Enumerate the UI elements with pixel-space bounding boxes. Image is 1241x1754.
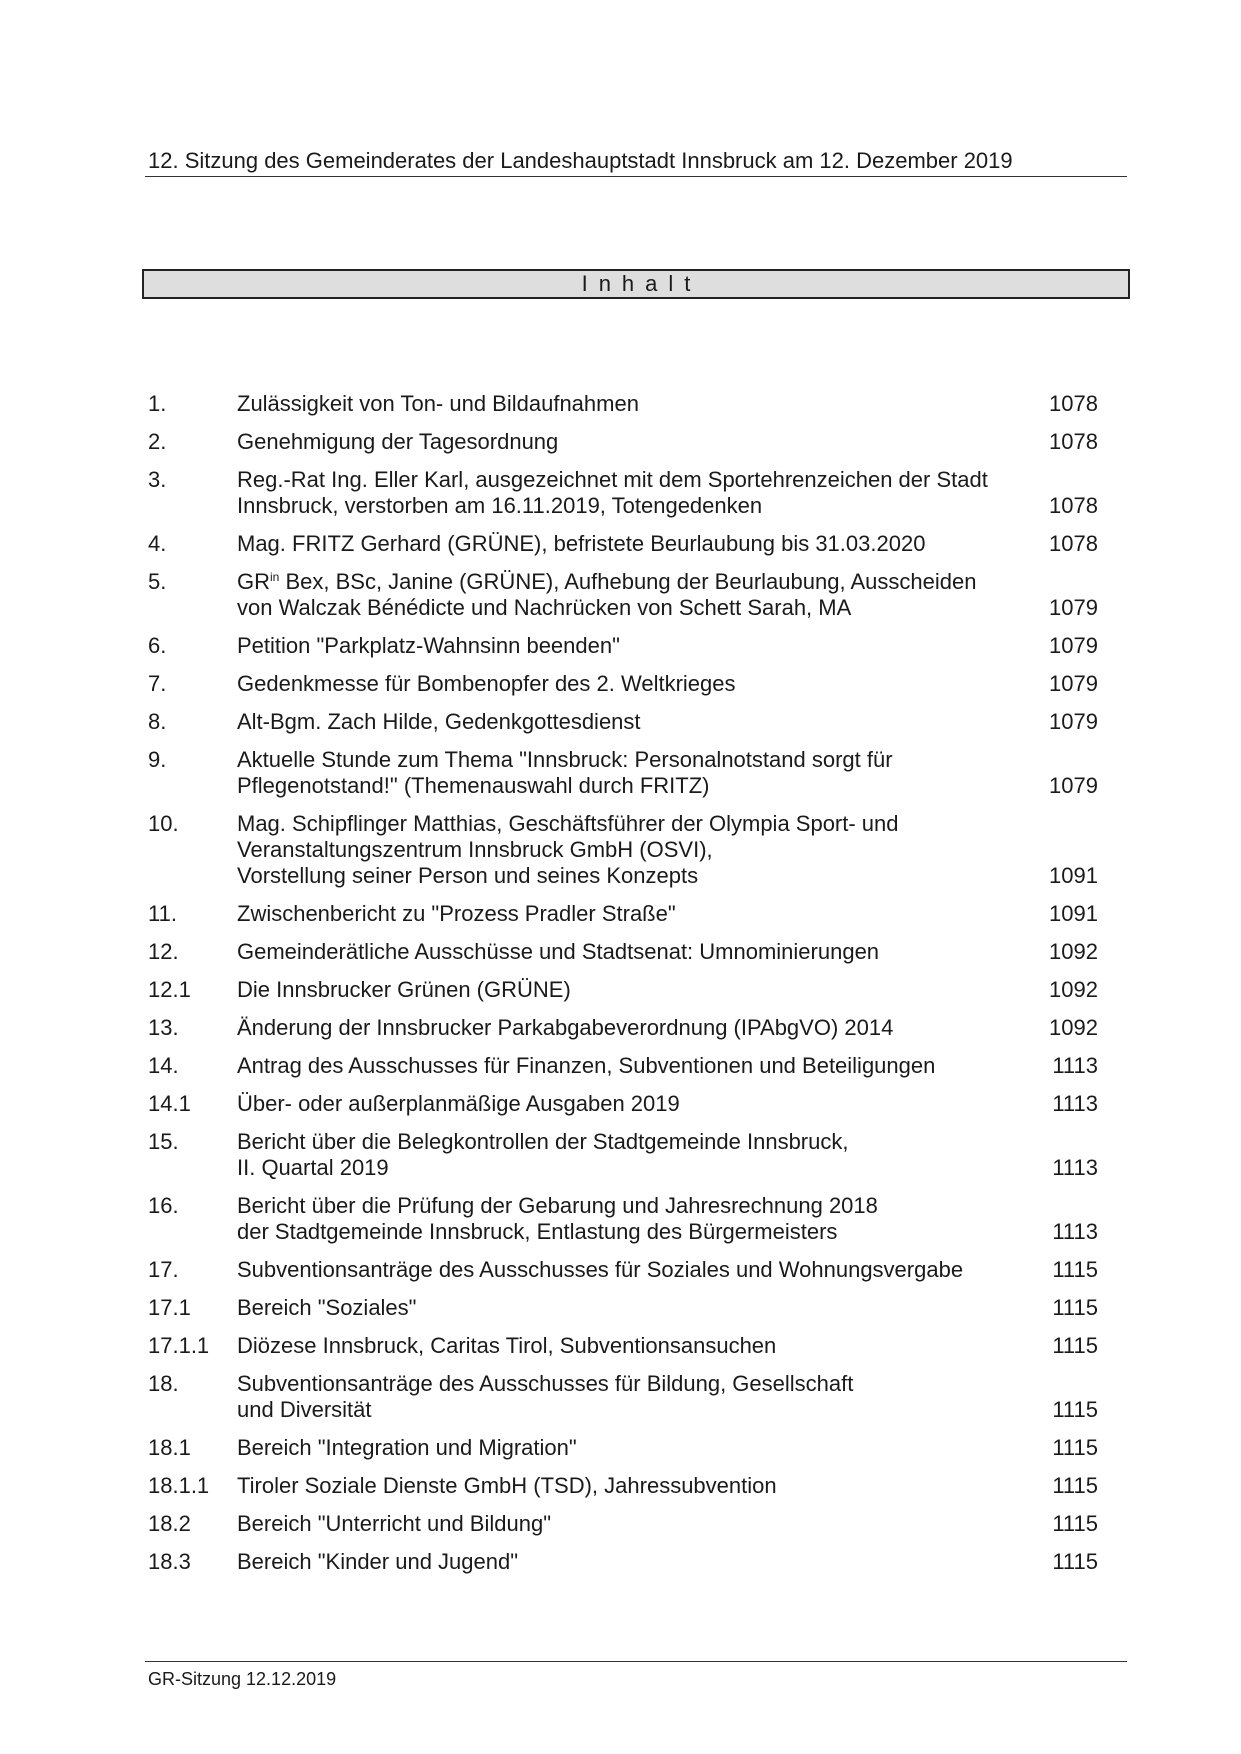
toc-entry	[148, 1549, 1098, 1575]
toc-entry	[148, 901, 1098, 927]
toc-entry-title	[237, 1333, 1029, 1359]
toc-entry-title-line: Pflegenotstand!" (Themenauswahl durch FRITZ)	[237, 773, 710, 798]
toc-entry	[148, 569, 1098, 621]
toc-entry-number: 10.	[148, 811, 179, 836]
toc-entry-number: 11.	[148, 901, 177, 926]
toc-entry-number: 5.	[148, 569, 167, 594]
toc-entry	[148, 939, 1098, 965]
toc-entry-title	[237, 901, 1029, 927]
toc-entry-title	[237, 671, 1029, 697]
toc-entry-title	[237, 811, 1029, 889]
toc-entry-page: 1078	[1049, 531, 1098, 556]
toc-entry-number: 6.	[148, 633, 167, 658]
toc-entry-title	[237, 1091, 1029, 1117]
toc-entry-page: 1115	[1052, 1435, 1098, 1460]
toc-entry-title	[237, 569, 1029, 621]
toc-entry-number: 4.	[148, 531, 167, 556]
section-title-box	[142, 269, 1130, 299]
toc-entry-page: 1113	[1052, 1155, 1098, 1180]
toc-entry	[148, 429, 1098, 455]
toc-entry-number: 13.	[148, 1015, 179, 1040]
toc-entry-title-line: Bereich "Soziales"	[237, 1295, 417, 1320]
toc-entry-title	[237, 391, 1029, 417]
toc-entry-number: 8.	[148, 709, 167, 734]
toc-entry	[148, 1257, 1098, 1283]
toc-entry-page: 1113	[1052, 1053, 1098, 1078]
toc-entry-number: 17.1.1	[148, 1333, 210, 1358]
section-title: Inhalt	[581, 271, 702, 296]
toc-entry-title	[237, 1257, 1029, 1283]
toc-entry-page: 1115	[1052, 1333, 1098, 1358]
toc-entry-title-line: der Stadtgemeinde Innsbruck, Entlastung des Bürgermeisters	[237, 1219, 838, 1244]
toc-entry-title	[237, 1371, 1029, 1423]
toc-entry-title-line: und Diversität	[237, 1397, 372, 1422]
toc-entry-title-line: Zulässigkeit von Ton- und Bildaufnahmen	[237, 391, 639, 416]
toc-entry-title-line: Antrag des Ausschusses für Finanzen, Subventionen und Beteiligungen	[237, 1053, 936, 1078]
toc-entry-title	[237, 531, 1029, 557]
toc-entry-number: 17.1	[148, 1295, 191, 1320]
toc-entry-title	[237, 977, 1029, 1003]
toc-entry-page: 1115	[1052, 1473, 1098, 1498]
toc-entry-page: 1092	[1049, 977, 1098, 1002]
toc-entry-page: 1079	[1049, 595, 1098, 620]
toc-entry-title-line: Bereich "Kinder und Jugend"	[237, 1549, 519, 1574]
toc-entry-title-line: Reg.-Rat Ing. Eller Karl, ausgezeichnet mit dem Sportehrenzeichen der Stadt	[237, 467, 988, 492]
page-header	[145, 148, 1127, 177]
toc-entry-title-line	[237, 569, 1029, 595]
toc-entry-title-prefix: GR	[237, 569, 270, 594]
toc-entry-number: 1.	[148, 391, 167, 416]
toc-entry-title-line: Diözese Innsbruck, Caritas Tirol, Subventionsansuchen	[237, 1333, 777, 1358]
toc-entry-title-line: Tiroler Soziale Dienste GmbH (TSD), Jahressubvention	[237, 1473, 777, 1498]
toc-entry	[148, 1129, 1098, 1181]
toc-entry-title-line: Mag. FRITZ Gerhard (GRÜNE), befristete Beurlaubung bis 31.03.2020	[237, 531, 926, 556]
toc-entry-number: 12.1	[148, 977, 191, 1002]
toc-entry-title-line: Gemeinderätliche Ausschüsse und Stadtsenat: Umnominierungen	[237, 939, 880, 964]
header-title: 12. Sitzung des Gemeinderates der Landeshauptstadt Innsbruck am 12. Dezember 2019	[148, 148, 1013, 173]
toc-entry	[148, 747, 1098, 799]
toc-entry-title-line: Veranstaltungszentrum Innsbruck GmbH (OSVI),	[237, 837, 713, 862]
toc-entry-page: 1078	[1049, 493, 1098, 518]
toc-entry-title	[237, 1435, 1029, 1461]
toc-entry-number: 16.	[148, 1193, 179, 1218]
toc-entry-title-line: Aktuelle Stunde zum Thema "Innsbruck: Personalnotstand sorgt für	[237, 747, 893, 772]
toc-entry	[148, 1193, 1098, 1245]
toc-entry-page: 1115	[1052, 1295, 1098, 1320]
toc-entry-number: 9.	[148, 747, 167, 772]
toc-entry-page: 1113	[1052, 1091, 1098, 1116]
toc-entry-number: 14.	[148, 1053, 179, 1078]
toc-entry-title-line: von Walczak Bénédicte und Nachrücken von Schett Sarah, MA	[237, 595, 852, 620]
toc-entry-page: 1115	[1052, 1549, 1098, 1574]
table-of-contents	[148, 391, 1098, 1587]
toc-entry	[148, 1295, 1098, 1321]
toc-entry-title	[237, 747, 1029, 799]
toc-entry-page: 1078	[1049, 391, 1098, 416]
toc-entry	[148, 467, 1098, 519]
toc-entry	[148, 1053, 1098, 1079]
toc-entry-title-line: Bereich "Integration und Migration"	[237, 1435, 577, 1460]
toc-entry-number: 18.2	[148, 1511, 191, 1536]
toc-entry-title-line: Änderung der Innsbrucker Parkabgabeverordnung (IPAbgVO) 2014	[237, 1015, 894, 1040]
toc-entry-page: 1113	[1052, 1219, 1098, 1244]
toc-entry-title-line: Genehmigung der Tagesordnung	[237, 429, 559, 454]
toc-entry-title-line: Petition "Parkplatz-Wahnsinn beenden"	[237, 633, 620, 658]
toc-entry-title	[237, 1129, 1029, 1181]
toc-entry-title-line: II. Quartal 2019	[237, 1155, 389, 1180]
toc-entry-page: 1079	[1049, 709, 1098, 734]
toc-entry-title	[237, 467, 1029, 519]
toc-entry-number: 7.	[148, 671, 167, 696]
toc-entry-title-line: Über- oder außerplanmäßige Ausgaben 2019	[237, 1091, 680, 1116]
toc-entry-number: 18.1.1	[148, 1473, 210, 1498]
toc-entry-page: 1079	[1049, 671, 1098, 696]
toc-entry-title-text: Bex, BSc, Janine (GRÜNE), Aufhebung der Beurlaubung, Ausscheiden	[279, 569, 977, 594]
toc-entry-title-line: Subventionsanträge des Ausschusses für Bildung, Gesellschaft	[237, 1371, 854, 1396]
toc-entry-title	[237, 1511, 1029, 1537]
toc-entry-page: 1091	[1049, 863, 1098, 888]
toc-entry	[148, 709, 1098, 735]
toc-entry-title-line: Vorstellung seiner Person und seines Konzepts	[237, 863, 699, 888]
page-footer	[145, 1661, 1127, 1689]
toc-entry-number: 18.	[148, 1371, 179, 1396]
toc-entry-title-line: Gedenkmesse für Bombenopfer des 2. Weltkrieges	[237, 671, 736, 696]
toc-entry-page: 1092	[1049, 1015, 1098, 1040]
toc-entry-title	[237, 429, 1029, 455]
toc-entry-title-line: Bereich "Unterricht und Bildung"	[237, 1511, 552, 1536]
toc-entry-number: 18.3	[148, 1549, 191, 1574]
footer-text: GR-Sitzung 12.12.2019	[148, 1669, 337, 1689]
toc-entry-title-superscript: in	[270, 570, 280, 584]
toc-entry-page: 1079	[1049, 633, 1098, 658]
toc-entry-title	[237, 633, 1029, 659]
toc-entry	[148, 811, 1098, 889]
toc-entry-title	[237, 1549, 1029, 1575]
toc-entry	[148, 1091, 1098, 1117]
toc-entry-title-line: Alt-Bgm. Zach Hilde, Gedenkgottesdienst	[237, 709, 641, 734]
toc-entry	[148, 633, 1098, 659]
toc-entry-number: 12.	[148, 939, 179, 964]
toc-entry-number: 17.	[148, 1257, 179, 1282]
toc-entry-number: 15.	[148, 1129, 179, 1154]
toc-entry-title	[237, 1053, 1029, 1079]
toc-entry-title	[237, 1015, 1029, 1041]
toc-entry-number: 14.1	[148, 1091, 191, 1116]
toc-entry-page: 1115	[1052, 1511, 1098, 1536]
toc-entry-page: 1115	[1052, 1397, 1098, 1422]
toc-entry-title-line: Mag. Schipflinger Matthias, Geschäftsführer der Olympia Sport- und	[237, 811, 899, 836]
toc-entry-title-line: Bericht über die Belegkontrollen der Stadtgemeinde Innsbruck,	[237, 1129, 849, 1154]
toc-entry-title-line: Zwischenbericht zu "Prozess Pradler Straße"	[237, 901, 676, 926]
toc-entry-title	[237, 939, 1029, 965]
toc-entry-number: 18.1	[148, 1435, 191, 1460]
toc-entry	[148, 1015, 1098, 1041]
toc-entry	[148, 531, 1098, 557]
toc-entry-title-line: Subventionsanträge des Ausschusses für Soziales und Wohnungsvergabe	[237, 1257, 964, 1282]
toc-entry-page: 1092	[1049, 939, 1098, 964]
toc-entry-number: 2.	[148, 429, 167, 454]
toc-entry-page: 1078	[1049, 429, 1098, 454]
toc-entry	[148, 1371, 1098, 1423]
toc-entry-title	[237, 709, 1029, 735]
toc-entry-title-line: Bericht über die Prüfung der Gebarung und Jahresrechnung 2018	[237, 1193, 878, 1218]
toc-entry-title	[237, 1295, 1029, 1321]
toc-entry	[148, 1511, 1098, 1537]
toc-entry-number: 3.	[148, 467, 167, 492]
toc-entry	[148, 671, 1098, 697]
toc-entry-title-line: Die Innsbrucker Grünen (GRÜNE)	[237, 977, 571, 1002]
toc-entry	[148, 1333, 1098, 1359]
toc-entry-page: 1091	[1049, 901, 1098, 926]
toc-entry	[148, 977, 1098, 1003]
toc-entry-title	[237, 1193, 1029, 1245]
toc-entry-title-line: Innsbruck, verstorben am 16.11.2019, Totengedenken	[237, 493, 763, 518]
toc-entry-page: 1115	[1052, 1257, 1098, 1282]
toc-entry-title	[237, 1473, 1029, 1499]
toc-entry	[148, 1473, 1098, 1499]
toc-entry-page: 1079	[1049, 773, 1098, 798]
toc-entry	[148, 391, 1098, 417]
toc-entry	[148, 1435, 1098, 1461]
